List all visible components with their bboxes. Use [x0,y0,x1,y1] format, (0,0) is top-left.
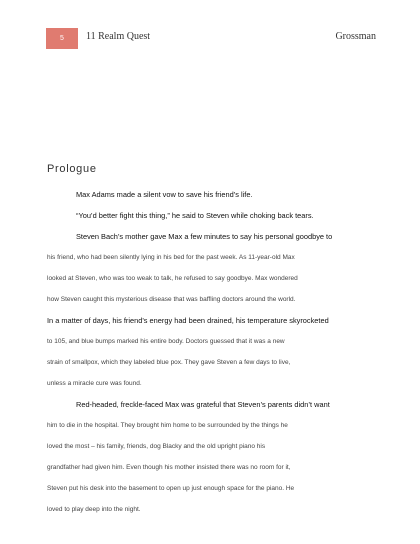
paragraph-line: loved to play deep into the night. [47,506,141,513]
paragraph-line: to 105, and blue bumps marked his entire body. Doctors guessed that it was a new [47,338,285,345]
paragraph-line: strain of smallpox, which they labeled blue pox. They gave Steven a few days to live, [47,359,291,366]
paragraph-line: Red-headed, freckle-faced Max was grateful that Steven’s parents didn’t want [76,400,330,409]
paragraph-line: In a matter of days, his friend’s energy had been drained, his temperature skyrocketed [47,316,329,325]
paragraph-line: Max Adams made a silent vow to save his friend’s life. [76,190,253,199]
paragraph-line: looked at Steven, who was too weak to talk, he refused to say goodbye. Max wondered [47,275,298,282]
paragraph-line: “You’d better fight this thing,” he said to Steven while choking back tears. [76,211,314,220]
paragraph-line: Steven Bach’s mother gave Max a few minutes to say his personal goodbye to [76,232,333,241]
paragraph-line: how Steven caught this mysterious disease that was baffling doctors around the world. [47,296,296,303]
paragraph-line: unless a miracle cure was found. [47,380,142,387]
page-header [46,28,376,50]
paragraph-line: grandfather had given him. Even though his mother insisted there was no room for it, [47,464,291,471]
paragraph-line: him to die in the hospital. They brought him home to be surrounded by the things he [47,422,288,429]
paragraph-line: loved the most – his family, friends, dog Blacky and the old upright piano his [47,443,266,450]
page-number-badge: 5 [46,28,78,49]
book-title: 11 Realm Quest [86,31,151,42]
chapter-heading: Prologue [47,163,97,175]
body-text [47,184,377,520]
author-name: Grossman [335,31,376,42]
paragraph-line: Steven put his desk into the basement to open up just enough space for the piano. He [47,485,295,492]
paragraph-line: his friend, who had been silently lying in his bed for the past week. As 11-year-old Max [47,254,295,261]
